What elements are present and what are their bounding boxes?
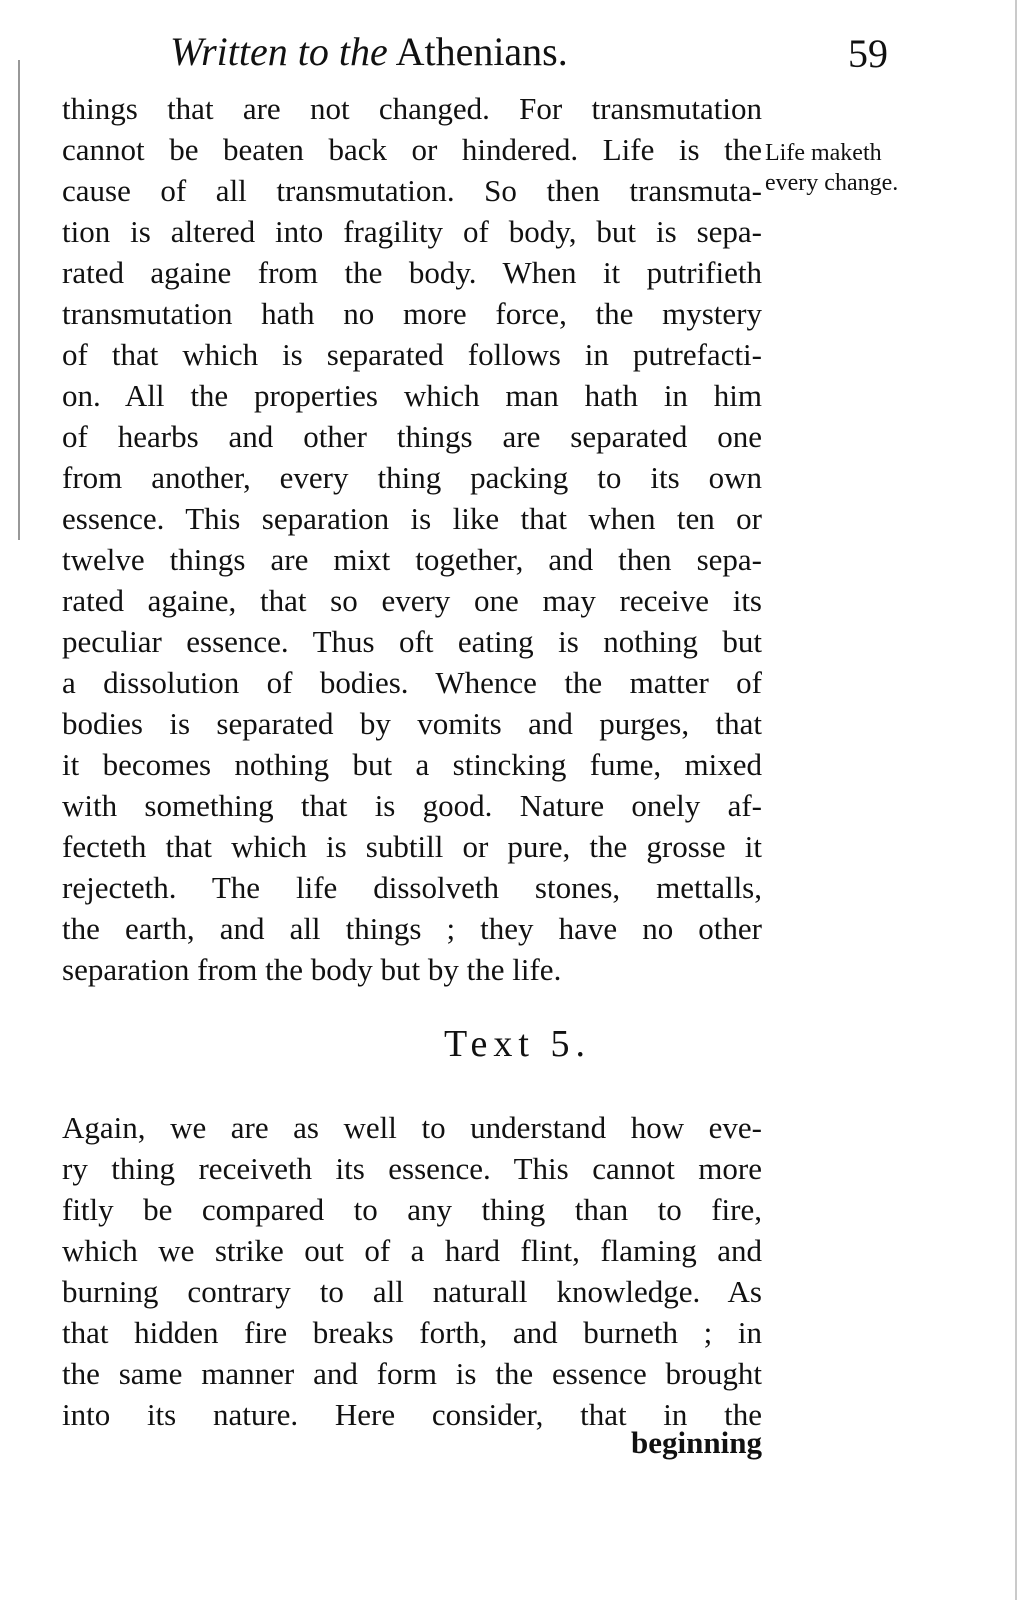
- running-title-roman: Athenians.: [395, 29, 568, 74]
- text-line: that hidden fire breaks forth, and burneth ; in: [62, 1315, 762, 1350]
- text-line: rated againe, that so every one may receive its: [62, 583, 762, 618]
- text-line: tion is altered into fragility of body, but is sepa-: [62, 214, 762, 249]
- running-title-italic: Written to the: [170, 29, 388, 74]
- text-line: things that are not changed. For transmutation: [62, 91, 762, 126]
- marginal-note: [765, 138, 985, 198]
- text-line: bodies is separated by vomits and purges, that: [62, 706, 762, 741]
- text-line: the earth, and all things ; they have no other: [62, 911, 762, 946]
- text-line: on. All the properties which man hath in him: [62, 378, 762, 413]
- text-line: fitly be compared to any thing than to fire,: [62, 1192, 762, 1227]
- paragraph-2: [62, 1107, 762, 1435]
- catchword: beginning: [631, 1425, 762, 1460]
- text-line: it becomes nothing but a stincking fume, mixed: [62, 747, 762, 782]
- paragraph-1: [62, 88, 762, 990]
- text-line: essence. This separation is like that when ten or: [62, 501, 762, 536]
- text-line: transmutation hath no more force, the mystery: [62, 296, 762, 331]
- text-line: rated againe from the body. When it putrifieth: [62, 255, 762, 290]
- text-line: with something that is good. Nature onely af-: [62, 788, 762, 823]
- text-line: separation from the body but by the life.: [62, 952, 562, 987]
- running-title: [170, 28, 568, 76]
- margin-rule: [18, 60, 20, 540]
- text-line: Again, we are as well to understand how eve-: [62, 1110, 762, 1145]
- text-line: fecteth that which is subtill or pure, the grosse it: [62, 829, 762, 864]
- marginal-note-line: Life maketh: [765, 140, 882, 166]
- text-line: of hearbs and other things are separated one: [62, 419, 762, 454]
- text-line: cause of all transmutation. So then transmuta-: [62, 173, 762, 208]
- page-edge: [1015, 0, 1017, 1600]
- text-line: twelve things are mixt together, and then sepa-: [62, 542, 762, 577]
- text-line: into its nature. Here consider, that in the: [62, 1397, 762, 1432]
- text-line: burning contrary to all naturall knowledge. As: [62, 1274, 762, 1309]
- text-line: cannot be beaten back or hindered. Life is the: [62, 132, 762, 167]
- marginal-note-line: every change.: [765, 170, 899, 196]
- text-line: peculiar essence. Thus oft eating is nothing but: [62, 624, 762, 659]
- text-line: which we strike out of a hard flint, flaming and: [62, 1233, 762, 1268]
- text-line: from another, every thing packing to its own: [62, 460, 762, 495]
- text-line: the same manner and form is the essence brought: [62, 1356, 762, 1391]
- text-line: rejecteth. The life dissolveth stones, mettalls,: [62, 870, 762, 905]
- page-number: 59: [848, 31, 888, 76]
- text-line: ry thing receiveth its essence. This cannot more: [62, 1151, 762, 1186]
- text-line: a dissolution of bodies. Whence the matter of: [62, 665, 762, 700]
- text-line: of that which is separated follows in putrefacti-: [62, 337, 762, 372]
- section-heading: Text 5.: [444, 1023, 591, 1065]
